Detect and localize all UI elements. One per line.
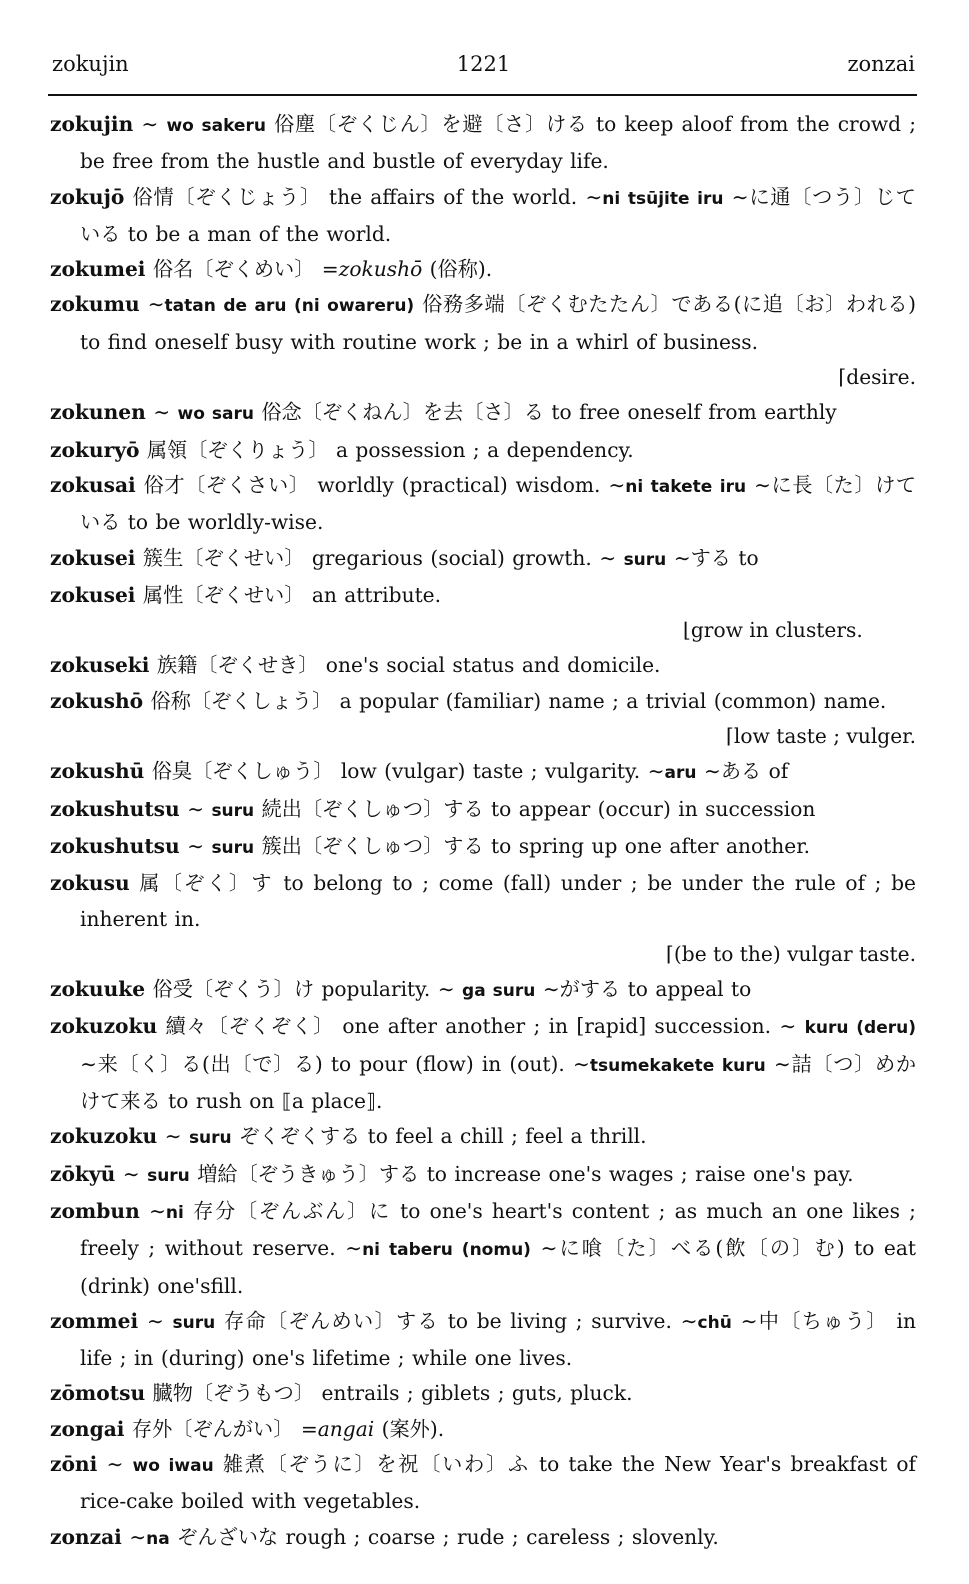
dictionary-entry (50, 1157, 916, 1194)
definition-text: 俗臭〔ぞくしゅう〕 low (vulgar) taste ; vulgarity. ∼ (144, 759, 665, 784)
headword: zommei (50, 1308, 139, 1333)
headword: zonzai (50, 1524, 122, 1549)
definition-text: ∼ (115, 1161, 148, 1186)
dictionary-entry (50, 1009, 916, 1119)
example-phrase: wo saru (177, 404, 254, 425)
headword: zokusei (50, 545, 136, 570)
example-phrase: wo sakeru (166, 116, 266, 136)
dictionary-entry (50, 1119, 916, 1156)
turnover-line: ⌈low taste ; vulger. (726, 724, 916, 749)
dictionary-entry (50, 395, 916, 432)
example-phrase: suru (147, 1165, 190, 1186)
definition-text: ∼来〔く〕る(出〔で〕る) to pour (flow) in (out). ∼ (80, 1051, 590, 1076)
example-phrase: na (146, 1528, 170, 1549)
definition-text: ぞくぞくする to feel a chill ; feel a thrill. (231, 1124, 647, 1149)
turnover-line: ⌈desire. (838, 365, 916, 390)
page-number: 1221 (456, 52, 511, 76)
headword: zōni (50, 1451, 98, 1476)
definition-text: ∼に喰〔た〕べる(飲〔の〕む) to eat (drink) one'sfill. (80, 1236, 917, 1298)
turnover-line: ⌈(be to the) vulgar taste. (666, 941, 916, 966)
headword: zokushutsu (50, 833, 180, 858)
dictionary-entry (50, 792, 916, 829)
definition-text: 存分〔ぞんぶん〕に to one's heart's content ; as much an one likes ; freely ; without reserve. ∼ (80, 1198, 916, 1261)
definition-text: ∼ (121, 1524, 147, 1549)
dictionary-entry (50, 433, 916, 468)
example-phrase: suru (188, 1128, 232, 1149)
definition-text: 存命〔ぞんめい〕する to be living ; survive. ∼ (215, 1308, 698, 1333)
example-phrase: kuru (deru) (804, 1018, 916, 1039)
definition-text: 俗称〔ぞくしょう〕 a popular (familiar) name ; a trivial (common) name. (143, 688, 887, 713)
definition-text: 雑煮〔ぞうに〕を祝〔いわ〕ふ to take the New Year's breakfast of rice-cake boiled with vegetables. (80, 1451, 916, 1514)
definition-text: ∼ (139, 1198, 166, 1223)
headword: zokusai (50, 472, 136, 497)
guide-word-right: zonzai (847, 52, 915, 76)
definition-text: (案外). (374, 1416, 445, 1441)
example-phrase: aru (664, 763, 697, 784)
definition-text: 続出〔ぞくしゅつ〕する to appear (occur) in succession (254, 796, 816, 821)
headword: zokusu (50, 871, 130, 896)
headword: zokujin (50, 112, 134, 136)
dictionary-entry (50, 578, 916, 613)
example-phrase: ni taberu (nomu) (362, 1240, 531, 1261)
definition-text: 續々〔ぞくぞく〕 one after another ; in [rapid] succession. ∼ (157, 1014, 805, 1039)
headword: zokujō (50, 184, 125, 209)
definition-text: 俗受〔ぞくう〕け popularity. ∼ (145, 977, 463, 1002)
example-phrase: suru (172, 1312, 216, 1333)
definition-text: ∼する to (666, 545, 759, 570)
dictionary-entry (50, 180, 916, 253)
headword: zokuuke (50, 977, 146, 1002)
definition-text: 簇出〔ぞくしゅつ〕する to spring up one after another. (254, 833, 811, 858)
definition-text: 存外〔ぞんがい〕 = (124, 1416, 318, 1441)
definition-text: ∼詰〔つ〕めかけて来る to rush on ⟦a place⟧. (80, 1051, 917, 1114)
headword: zokushō (50, 688, 144, 713)
dictionary-entry (50, 1520, 916, 1557)
definition-text: ∼ (133, 112, 167, 136)
dictionary-entry (50, 1304, 916, 1377)
example-phrase: chū (697, 1312, 732, 1333)
definition-text: 俗念〔ぞくねん〕を去〔さ〕る to free oneself from earthly (253, 400, 837, 425)
definition-text: 簇生〔ぞくせい〕 gregarious (social) growth. ∼ (135, 545, 624, 570)
definition-text: ∼ (138, 1308, 173, 1333)
cross-reference: zokushō (338, 257, 423, 282)
dictionary-entry (50, 1412, 916, 1447)
headword: zokumu (50, 292, 140, 317)
definition-text: ∼がする to appeal to (535, 977, 752, 1002)
headword: zokumei (50, 257, 146, 282)
example-phrase: suru (211, 837, 255, 858)
definition-text: 俗才〔ぞくさい〕 worldly (practical) wisdom. ∼ (135, 472, 626, 497)
definition-text: 属性〔ぞくせい〕 an attribute. (135, 582, 442, 607)
dictionary-entry (50, 541, 916, 578)
headword: zombun (50, 1198, 140, 1223)
dictionary-entry (50, 972, 916, 1009)
definition-text: (俗称). (422, 257, 493, 282)
definition-text: ∼中〔ちゅう〕 in life ; in (during) one's lifetime ; while one lives. (80, 1308, 916, 1371)
dictionary-entry (50, 866, 916, 937)
headword: zokuzoku (50, 1014, 158, 1039)
dictionary-entry (50, 829, 916, 866)
example-phrase: tsumekakete kuru (589, 1055, 766, 1076)
example-phrase: suru (211, 800, 255, 821)
dictionary-entry (50, 648, 916, 683)
turnover-line: ⌊grow in clusters. (683, 618, 863, 643)
example-phrase: ni (165, 1202, 184, 1223)
example-phrase: ni takete iru (625, 476, 747, 497)
headword: zokushutsu (50, 796, 180, 821)
dictionary-entry (50, 107, 916, 180)
definition-text: ∼ (157, 1124, 189, 1149)
example-phrase: tatan de aru (ni owareru) (164, 296, 415, 317)
definition-text: ∼ (97, 1451, 133, 1476)
definition-text: ∼ある of (696, 759, 789, 784)
headword: zokushū (50, 759, 145, 784)
headword: zokunen (50, 400, 146, 425)
dictionary-entry (50, 468, 916, 541)
dictionary-entry (50, 1194, 916, 1304)
definition-text: 属領〔ぞくりょう〕 a possession ; a dependency. (139, 437, 634, 462)
example-phrase: ni tsūjite iru (602, 188, 724, 209)
headword: zokuryō (50, 437, 140, 462)
dictionary-entry (50, 1376, 916, 1411)
example-phrase: suru (623, 549, 667, 570)
cross-reference: angai (317, 1416, 375, 1441)
definition-text: 俗情〔ぞくじょう〕 the affairs of the world. ∼ (124, 184, 603, 209)
dictionary-entry (50, 252, 916, 287)
example-phrase: wo iwau (132, 1455, 214, 1476)
headword: zokusei (50, 582, 136, 607)
definition-text: ∼ (179, 796, 212, 821)
dictionary-entry (50, 287, 916, 360)
headword: zōmotsu (50, 1381, 146, 1406)
dictionary-entry (50, 684, 916, 719)
definition-text: ∼に長〔た〕けている to be worldly-wise. (80, 472, 917, 535)
running-head (52, 52, 915, 92)
definition-text: 俗塵〔ぞくじん〕を避〔さ〕ける to keep aloof from the crowd ; be free from the hustle and bustle of everyday life. (80, 112, 916, 174)
headword: zokuzoku (50, 1124, 158, 1149)
headword: zokuseki (50, 653, 150, 678)
entry-list (50, 107, 916, 1557)
definition-text: ∼ (145, 400, 178, 425)
dictionary-entry (50, 754, 916, 791)
definition-text: 俗務多端〔ぞくむたたん〕である(に追〔お〕われる) to find oneself busy with routine work ; be in a whirl of business. (80, 292, 916, 354)
example-phrase: ga suru (462, 981, 536, 1002)
guide-word-left: zokujin (52, 52, 129, 76)
definition-text: ∼ (179, 833, 212, 858)
definition-text: 属〔ぞく〕す to belong to ; come (fall) under ; be under the rule of ; be inherent in. (80, 871, 916, 931)
definition-text: ∼に通〔つう〕じている to be a man of the world. (80, 184, 916, 246)
headword: zōkyū (50, 1161, 116, 1186)
header-rule (48, 94, 917, 96)
definition-text: 増給〔ぞうきゅう〕する to increase one's wages ; raise one's pay. (189, 1161, 854, 1186)
dictionary-entry (50, 1447, 916, 1520)
definition-text: ∼ (139, 292, 165, 317)
definition-text: 臓物〔ぞうもつ〕 entrails ; giblets ; guts, pluck. (145, 1381, 633, 1406)
definition-text: ぞんざいな rough ; coarse ; rude ; careless ; slovenly. (169, 1524, 719, 1549)
definition-text: 俗名〔ぞくめい〕 = (145, 257, 339, 282)
definition-text: 族籍〔ぞくせき〕 one's social status and domicile. (149, 653, 661, 678)
headword: zongai (50, 1416, 125, 1441)
